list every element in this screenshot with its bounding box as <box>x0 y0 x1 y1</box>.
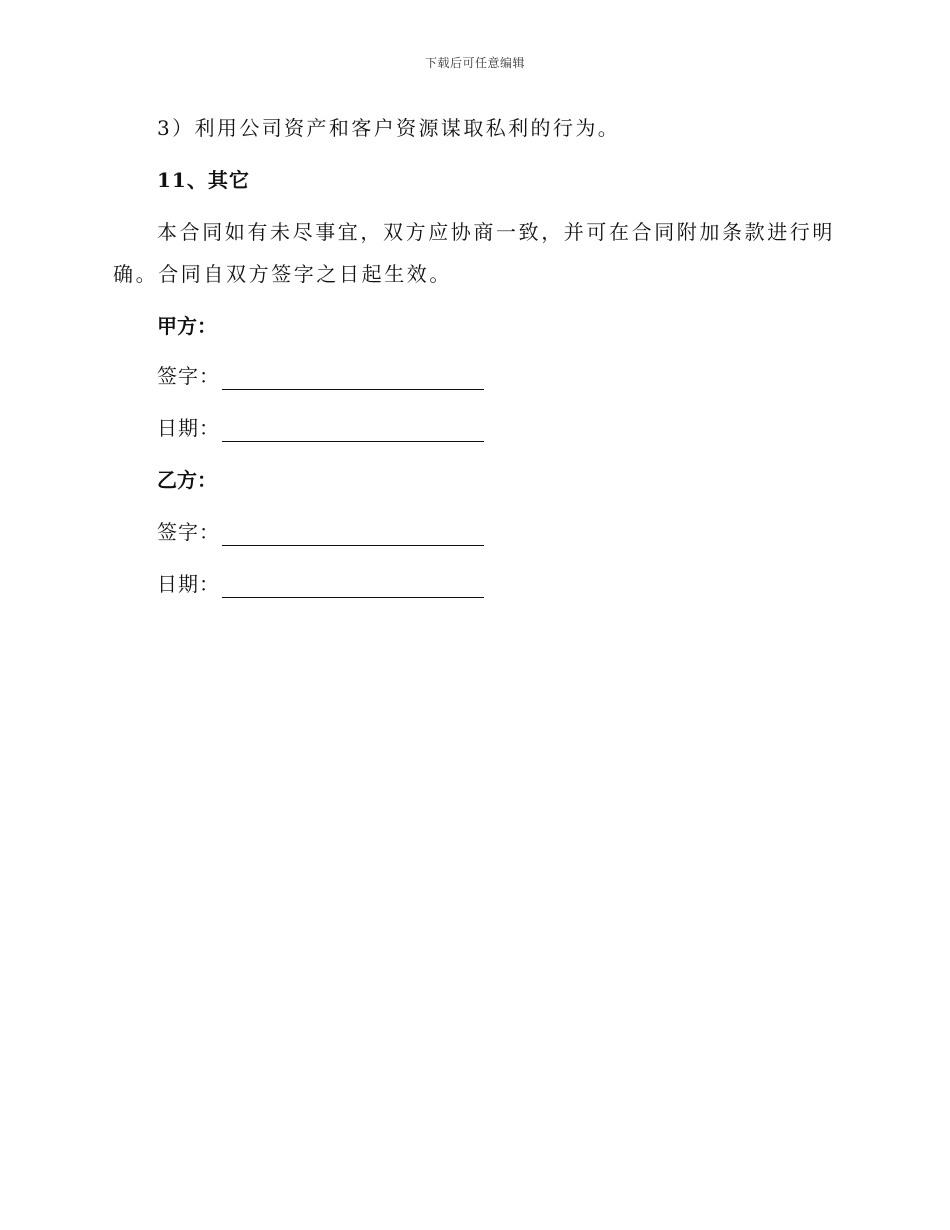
header-note: 下载后可任意编辑 <box>424 56 525 70</box>
party-b-signature-label: 签字： <box>157 520 220 544</box>
section-heading: 11、其它 <box>157 168 250 192</box>
party-a-signature-line[interactable] <box>222 365 484 390</box>
party-a-date-line[interactable] <box>222 417 484 442</box>
party-b-signature-line[interactable] <box>222 521 484 546</box>
paragraph-line-1: 本合同如有未尽事宜，双方应协商一致，并可在合同附加条款进行明 <box>157 220 835 244</box>
party-b-date-line[interactable] <box>222 573 484 598</box>
party-a-signature-row <box>157 362 484 390</box>
party-b-date-row <box>157 570 484 598</box>
party-a-date-label: 日期： <box>157 416 220 440</box>
party-b-label: 乙方： <box>157 468 217 492</box>
party-a-signature-label: 签字： <box>157 364 220 388</box>
paragraph-line-2: 确。合同自双方签字之日起生效。 <box>113 262 452 286</box>
party-a-label: 甲方： <box>157 314 217 338</box>
party-b-date-label: 日期： <box>157 572 220 596</box>
party-a-date-row <box>157 414 484 442</box>
party-b-signature-row <box>157 518 484 546</box>
list-item-3: 3）利用公司资产和客户资源谋取私利的行为。 <box>157 116 621 140</box>
